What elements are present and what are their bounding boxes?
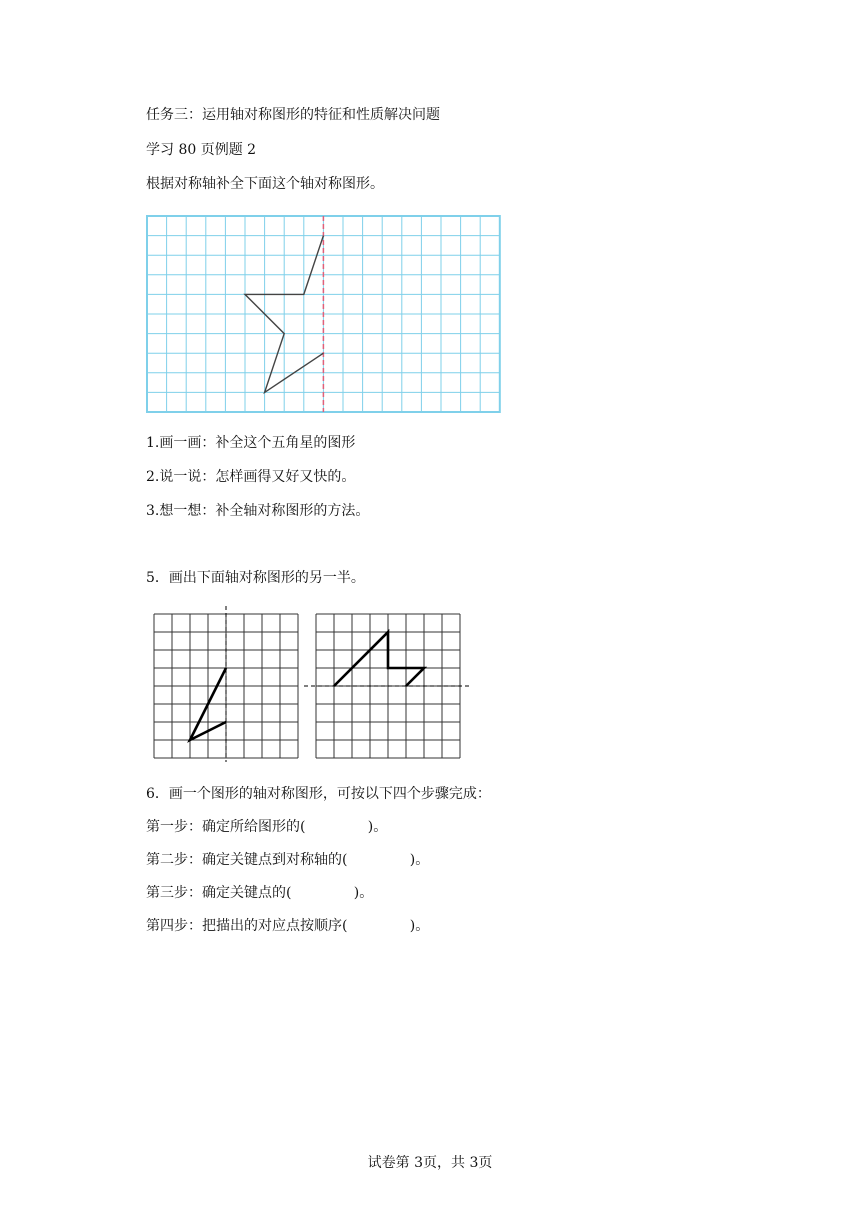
task3-heading: 任务三：运用轴对称图形的特征和性质解决问题 (146, 107, 440, 123)
q5-text: 5．画出下面轴对称图形的另一半。 (146, 570, 365, 586)
task3-reference: 学习 80 页例题 2 (146, 142, 257, 158)
q6-step-4: 第四步：把描出的对应点按顺序( )。 (146, 918, 430, 934)
q5-figure-left (150, 606, 302, 762)
task3-question-3: 3.想一想：补全轴对称图形的方法。 (146, 503, 370, 519)
task3-question-2: 2.说一说：怎样画得又好又快的。 (146, 469, 356, 485)
task3-question-1: 1.画一画：补全这个五角星的图形 (146, 435, 356, 451)
q6-step-2: 第二步：确定关键点到对称轴的( )。 (146, 852, 430, 868)
half-shape (334, 632, 424, 686)
page-footer: 试卷第 3页，共 3页 (367, 1155, 493, 1171)
q6-step-1: 第一步：确定所给图形的( )。 (146, 819, 388, 835)
star-half-figure (146, 215, 502, 415)
q6-text: 6．画一个图形的轴对称图形，可按以下四个步骤完成： (146, 786, 491, 802)
q6-step-3: 第三步：确定关键点的( )。 (146, 885, 374, 901)
task3-instruction: 根据对称轴补全下面这个轴对称图形。 (146, 176, 384, 192)
q5-figure-right (300, 606, 476, 762)
